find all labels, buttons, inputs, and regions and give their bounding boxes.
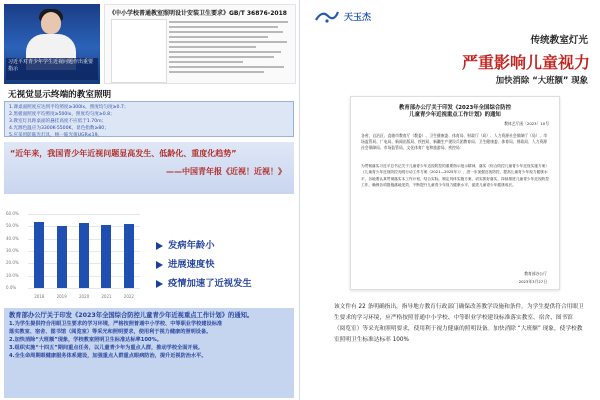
standard-cover-page <box>111 19 167 83</box>
myopia-rate-chart <box>6 208 144 306</box>
chart-y-tick-label: 60.0% <box>6 211 19 216</box>
bullet-item: 疫情加速了近视发生 <box>156 274 252 293</box>
chart-bar <box>124 224 134 288</box>
chart-bar <box>57 226 67 288</box>
official-letter <box>350 96 560 290</box>
chart-x-tick-label: 2018 <box>34 294 45 299</box>
chart-y-tick-label: 40.0% <box>6 235 19 241</box>
requirement-line: 3.教室灯具距桌面的悬挂高度不应低于1.70m； <box>9 119 107 124</box>
letter-title-2: 儿童青少年近视重点工作计划》的通知 <box>409 112 501 118</box>
notice-line: 1.为学生提供符合用眼卫生要求的学习环境，严格按照普通中小学校、中等职业学校建设标准 <box>9 321 223 327</box>
letter-title: 教育部办公厅关于印发《2023年全国综合防控 <box>398 105 512 111</box>
standard-document-image <box>104 4 296 84</box>
notice-line: 3.组织实施“十四五”期间重点任务，以儿童青少年为重点人群，推动学校全面开展。 <box>9 345 203 351</box>
chart-bar <box>34 222 44 288</box>
chart-bar <box>101 225 111 288</box>
chart-y-tick-label: 20.0% <box>6 260 19 266</box>
headline-main: 严重影响儿童视力 <box>461 53 590 72</box>
notice-title: 教育部办公厅关于印发《2023年全国综合防控儿童青少年近视重点工作计划》的通知。 <box>9 312 254 319</box>
chart-x-tick-label: 2021 <box>101 294 112 299</box>
moe-notice-box <box>4 308 294 398</box>
chart-y-tick-label: 10.0% <box>6 272 19 278</box>
news-caption: 习近平对青少年学生近视问题作出重要指示 <box>6 58 98 80</box>
section-heading: 无视觉显示终端的教室照明 <box>8 90 112 100</box>
quote-text: “近年来，我国青少年近视问题显高发生、低龄化、重度化趋势” <box>10 149 237 158</box>
chart-x-tick-label: 2022 <box>123 294 134 299</box>
brand-logo-icon <box>314 8 340 24</box>
headline-line-1: 传统教室灯光 <box>530 35 588 46</box>
letter-date: 2023年3月27日 <box>518 279 547 284</box>
requirement-line: 4.光源色温应为3300K-5500K，显色指数≥80； <box>9 126 109 131</box>
chart-bar <box>79 223 89 288</box>
chart-x-tick-label: 2020 <box>79 294 90 299</box>
requirement-line: 2.黑板面照度平均照度≥500lx，照度均匀度≥0.8； <box>9 112 115 117</box>
letter-recipients: 各省、自治区、直辖市教育厅（教委）、卫生健康委、体育局、财政厅（局）、人力资源社会保障厅（局）、市场监管局、广电局、新闻出版局、疾控局，新疆生产建设兵团教育局、卫生健康委、体育局、财政局、人力资源社会保障局、市场监管局、文化体育广电和旅游局、疾控局： <box>361 133 548 150</box>
chart-y-tick-label: 0.0% <box>6 285 17 290</box>
chart-gridline <box>28 214 140 215</box>
chart-y-tick-label: 50.0% <box>6 223 19 229</box>
notice-line: 落实教室、宿舍、图书馆（阅览室）等采光和照明要求，使用利于视力健康的照明设备。 <box>9 329 212 335</box>
letter-doc-number: 教体艺厅函〔2023〕10号 <box>504 121 549 126</box>
chart-x-tick-label: 2019 <box>56 294 67 299</box>
standard-title: 《中小学校普通教室照明设计安装卫生要求》GB/T 36876-2018 <box>109 10 287 17</box>
requirement-line: 1.课桌面照度应达到平均照度≥300lx，照度均匀度≥0.7； <box>9 105 129 110</box>
bullet-item: 发病年龄小 <box>156 236 252 255</box>
anchor-figure <box>41 12 61 34</box>
brand-name: 天玉杰 <box>344 13 372 23</box>
right-panel <box>300 0 600 400</box>
lighting-requirements-box <box>4 101 294 137</box>
quote-source: ——中国青年报《近视！近视！》 <box>166 167 286 176</box>
standard-text-lines <box>169 21 293 79</box>
notice-line: 4.全生命周期眼健康服务体系建设，加强重点人群重点眼病防治，提升近视防治水平。 <box>9 353 207 359</box>
chart-y-tick-label: 30.0% <box>6 248 19 253</box>
requirement-line: 5.应采用防眩光灯具，统一眩光值UGR≤19。 <box>9 133 103 138</box>
chart-gridline <box>28 288 140 289</box>
bullet-item: 进展速度快 <box>156 255 252 274</box>
letter-body: 为贯彻落实习近平总书记关于儿童青少年近视防控的重要指示批示精神，落实《综合防控儿童青少年近视实施方案》《儿童青少年近视防控光明行动工作方案（2021—2025年）》，进一步加强近视防控，提高儿童青少年视力健康水平，各地要认真贯彻落实本工作计划，结合实际，制定具体实施方案，切实抓好落实，持续推进儿童青少年近视防控工作，确保各项措施落地见效，不断提升儿童青少年视力健康水平，促进儿童青少年健康成长。 <box>361 164 550 188</box>
notice-line: 2.加快消除“大班额”现象，学校教室照明卫生标准达标率100%。 <box>9 337 162 343</box>
myopia-trend-bullets <box>156 236 252 293</box>
letter-signature: 教育部办公厅 <box>524 271 547 276</box>
news-video-frame <box>4 4 100 84</box>
summary-paragraph: 该文件有 22 条明确指出，指导地方教育行政部门确保改善教学设施和条件，为学生提供符合用眼卫生要求的学习环境，应严格按照普通中小学校、中等职业学校建设标准落实教室、宿舍、图书馆（阅览室）等采光和照明要求，使用利于视力健康的照明设备。加快消除 “大班额” 现象，使学校教室照明卫生标准达标率 100% <box>334 304 584 343</box>
headline-line-3: 加快消除 “大班额” 现象 <box>495 75 588 85</box>
quote-banner <box>4 142 294 194</box>
